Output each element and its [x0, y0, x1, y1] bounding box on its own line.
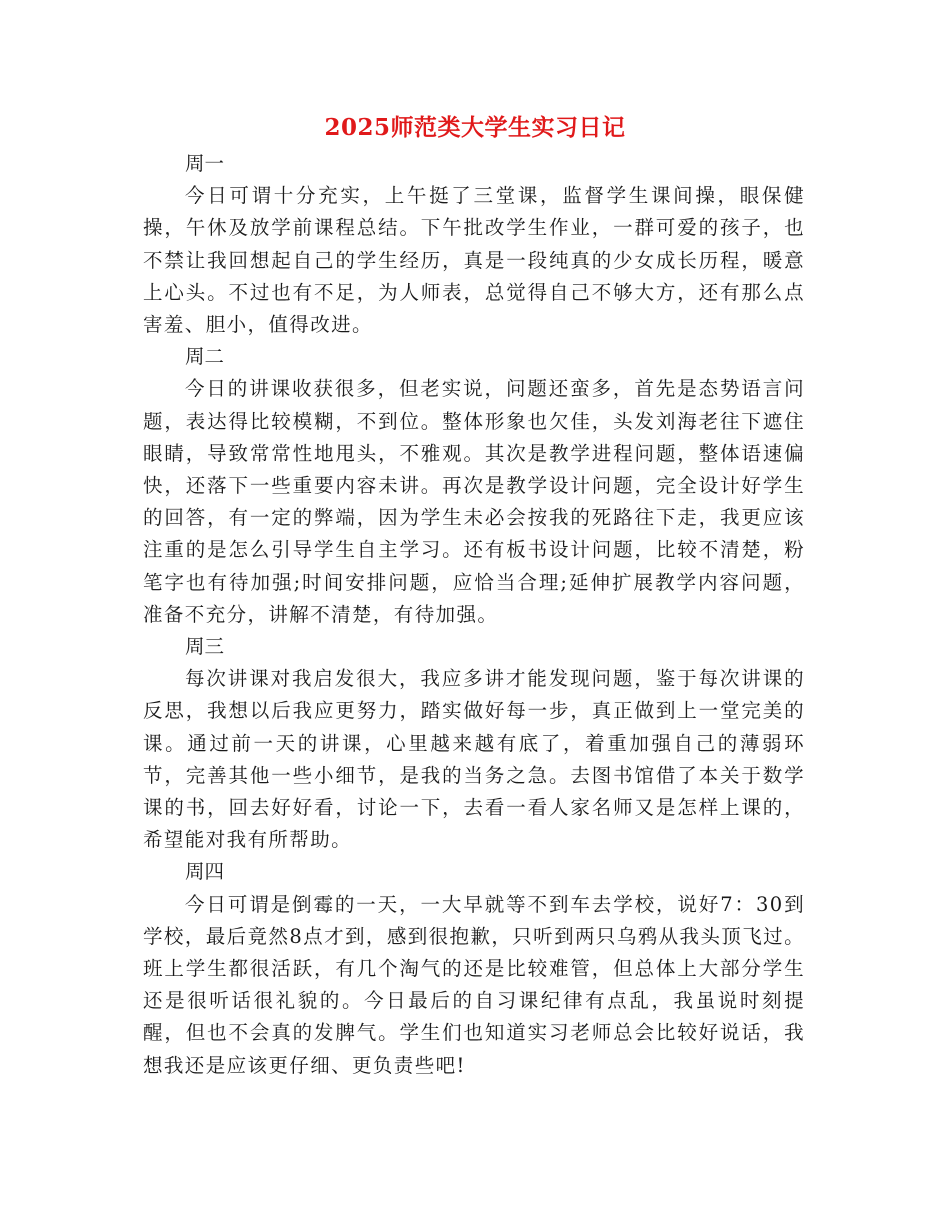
section-text-tuesday: 今日的讲课收获很多，但老实说，问题还蛮多，首先是态势语言问题，表达得比较模糊，不到位。整体形象也欠佳，头发刘海老往下遮住眼睛，导致常常性地甩头，不雅观。其次是教学进程问题，整体语速偏快，还落下一些重要内容未讲。再次是教学设计问题，完全设计好学生的回答，有一定的弊端，因为学生未必会按我的死路往下走，我更应该注重的是怎么引导学生自主学习。还有板书设计问题，比较不清楚，粉笔字也有待加强;时间安排问题，应恰当合理;延伸扩展教学内容问题，准备不充分，讲解不清楚，有待加强。 [143, 377, 805, 626]
document-title: 2025师范类大学生实习日记 [324, 114, 626, 141]
section-heading-monday: 周一 [185, 152, 225, 175]
section-heading-thursday: 周四 [185, 860, 225, 884]
section-heading-tuesday: 周二 [185, 345, 225, 369]
section-text-thursday: 今日可谓是倒霉的一天，一大早就等不到车去学校，说好7：30到学校，最后竟然8点才到，感到很抱歉，只听到两只乌鸦从我头顶飞过。班上学生都很活跃，有几个淘气的还是比较难管，但总体上大部分学生还是很听话很礼貌的。今日最后的自习课纪律有点乱，我虽说时刻提醒，但也不会真的发脾气。学生们也知道实习老师总会比较好说话，我想我还是应该更仔细、更负责些吧! [143, 892, 805, 1077]
section-text-wednesday: 每次讲课对我启发很大，我应多讲才能发现问题，鉴于每次讲课的反思，我想以后我应更努力，踏实做好每一步，真正做到上一堂完美的课。通过前一天的讲课，心里越来越有底了，着重加强自己的薄弱环节，完善其他一些小细节，是我的当务之急。去图书馆借了本关于数学课的书，回去好好看，讨论一下，去看一看人家名师又是怎样上课的，希望能对我有所帮助。 [143, 667, 805, 852]
section-heading-wednesday: 周三 [185, 635, 225, 659]
document-body [143, 148, 805, 1082]
section-text-monday: 今日可谓十分充实，上午挺了三堂课，监督学生课间操，眼保健操，午休及放学前课程总结。下午批改学生作业，一群可爱的孩子，也不禁让我回想起自己的学生经历，真是一段纯真的少女成长历程，暖意上心头。不过也有不足，为人师表，总觉得自己不够大方，还有那么点害羞、胆小，值得改进。 [143, 184, 805, 337]
